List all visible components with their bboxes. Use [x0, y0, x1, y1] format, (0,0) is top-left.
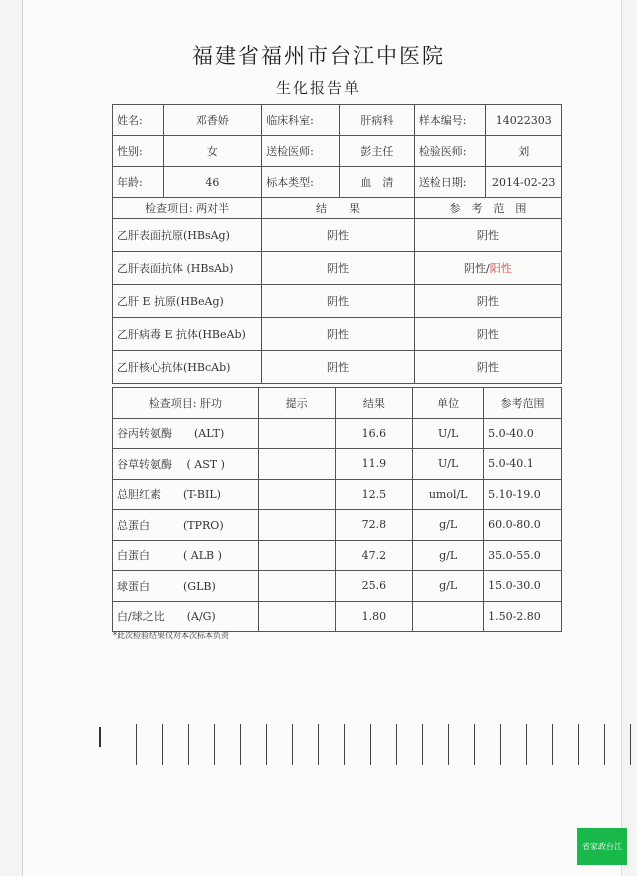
hbv-range: 阴性: [414, 318, 561, 351]
liver-header-range: 参考范围: [484, 388, 562, 419]
age-label: 年龄:: [113, 167, 164, 198]
liver-range: 5.0-40.1: [484, 449, 562, 480]
fill-box: [474, 724, 500, 765]
liver-unit: g/L: [413, 571, 484, 602]
dept-value: 肝病科: [339, 105, 414, 136]
footnote: *此次检验结果仅对本次标本负责: [113, 631, 229, 640]
fill-box: [318, 724, 344, 765]
hbv-range: 阴性: [414, 351, 561, 384]
hbv-range: 阴性: [414, 285, 561, 318]
liver-result: 16.6: [335, 418, 413, 449]
liver-header-unit: 单位: [413, 388, 484, 419]
watermark-badge: 省家政台江: [577, 828, 627, 865]
hbv-range: 阴性: [414, 219, 561, 252]
liver-hint: [258, 510, 335, 541]
liver-header-item: 检查项目: 肝功: [113, 388, 259, 419]
range-negative: 阴性/: [464, 262, 490, 275]
liver-result: 1.80: [335, 601, 413, 632]
fill-box: [422, 724, 448, 765]
fill-box: [396, 724, 422, 765]
sample-type-label: 标本类型:: [262, 167, 340, 198]
liver-row: [113, 510, 562, 541]
inspector-value: 刘: [486, 136, 562, 167]
fill-box: [344, 724, 370, 765]
hbv-item: 乙肝病毒 E 抗体(HBeAb): [113, 318, 262, 351]
liver-item: 球蛋白 (GLB): [113, 571, 259, 602]
patient-row-3: [113, 167, 562, 198]
hbv-header-result: 结 果: [262, 198, 415, 219]
liver-hint: [258, 418, 335, 449]
liver-row: [113, 479, 562, 510]
hospital-title: 福建省福州市台江中医院: [192, 44, 445, 68]
hbv-result: 阴性: [262, 285, 415, 318]
patient-hbv-table: [112, 104, 562, 384]
liver-range: 60.0-80.0: [484, 510, 562, 541]
liver-result: 72.8: [335, 510, 413, 541]
bottom-fill-boxes: [136, 724, 631, 765]
fill-box: [500, 724, 526, 765]
hbv-range: [414, 252, 561, 285]
liver-item: 谷草转氨酶 ( AST ): [113, 449, 259, 480]
liver-item: 总胆红素 (T-BIL): [113, 479, 259, 510]
hbv-result: 阴性: [262, 219, 415, 252]
liver-result: 25.6: [335, 571, 413, 602]
patient-row-1: [113, 105, 562, 136]
liver-range: 1.50-2.80: [484, 601, 562, 632]
liver-row: [113, 571, 562, 602]
report-title: 生化报告单: [275, 79, 361, 97]
liver-item: 白蛋白 ( ALB ): [113, 540, 259, 571]
dept-label: 临床科室:: [262, 105, 340, 136]
sample-no-value: 14022303: [486, 105, 562, 136]
doctor-value: 彭主任: [339, 136, 414, 167]
hbv-row: [113, 285, 562, 318]
hbv-row: [113, 318, 562, 351]
liver-range: 5.10-19.0: [484, 479, 562, 510]
liver-item: 谷丙转氨酶 (ALT): [113, 418, 259, 449]
liver-function-table: [112, 387, 562, 632]
sample-no-label: 样本编号:: [414, 105, 486, 136]
liver-row: [113, 449, 562, 480]
liver-item: 总蛋白 (TPRO): [113, 510, 259, 541]
fill-box: [448, 724, 474, 765]
liver-row: [113, 601, 562, 632]
hbv-result: 阴性: [262, 351, 415, 384]
patient-name: 邓香娇: [163, 105, 262, 136]
hbv-item: 乙肝表面抗原(HBsAg): [113, 219, 262, 252]
liver-row: [113, 540, 562, 571]
fill-box: [162, 724, 188, 765]
liver-result: 11.9: [335, 449, 413, 480]
hbv-result: 阴性: [262, 252, 415, 285]
fill-box: [292, 724, 318, 765]
liver-unit: U/L: [413, 418, 484, 449]
liver-row: [113, 418, 562, 449]
fill-box: [526, 724, 552, 765]
liver-hint: [258, 540, 335, 571]
hbv-result: 阴性: [262, 318, 415, 351]
liver-result: 12.5: [335, 479, 413, 510]
liver-hint: [258, 479, 335, 510]
name-label: 姓名:: [113, 105, 164, 136]
liver-unit: g/L: [413, 540, 484, 571]
liver-hint: [258, 449, 335, 480]
fill-box: [214, 724, 240, 765]
inspector-label: 检验医师:: [414, 136, 486, 167]
margin-mark: [99, 727, 101, 747]
fill-box: [188, 724, 214, 765]
liver-item: 白/球之比 (A/G): [113, 601, 259, 632]
fill-box: [604, 724, 631, 765]
liver-hint: [258, 571, 335, 602]
liver-unit: g/L: [413, 510, 484, 541]
liver-unit: umol/L: [413, 479, 484, 510]
patient-row-2: [113, 136, 562, 167]
liver-unit: U/L: [413, 449, 484, 480]
fill-box: [240, 724, 266, 765]
liver-unit: [413, 601, 484, 632]
fill-box: [578, 724, 604, 765]
hbv-header-row: [113, 198, 562, 219]
hbv-item: 乙肝核心抗体(HBcAb): [113, 351, 262, 384]
hbv-header-item: 检查项目: 两对半: [113, 198, 262, 219]
hbv-row: [113, 219, 562, 252]
doctor-label: 送检医师:: [262, 136, 340, 167]
fill-box: [370, 724, 396, 765]
liver-range: 5.0-40.0: [484, 418, 562, 449]
liver-range: 15.0-30.0: [484, 571, 562, 602]
sample-type-value: 血 清: [339, 167, 414, 198]
fill-box: [136, 724, 162, 765]
fill-box: [266, 724, 292, 765]
liver-header-hint: 提示: [258, 388, 335, 419]
age-value: 46: [163, 167, 262, 198]
liver-result: 47.2: [335, 540, 413, 571]
date-label: 送检日期:: [414, 167, 486, 198]
sex-label: 性别:: [113, 136, 164, 167]
hbv-item: 乙肝表面抗体 (HBsAb): [113, 252, 262, 285]
fill-box: [552, 724, 578, 765]
liver-hint: [258, 601, 335, 632]
sex-value: 女: [163, 136, 262, 167]
hbv-item: 乙肝 E 抗原(HBeAg): [113, 285, 262, 318]
date-value: 2014-02-23: [486, 167, 562, 198]
hbv-row: [113, 252, 562, 285]
liver-header-row: [113, 388, 562, 419]
hbv-header-range: 参 考 范 围: [414, 198, 561, 219]
hbv-row: [113, 351, 562, 384]
liver-header-result: 结果: [335, 388, 413, 419]
range-positive: 阳性: [489, 262, 512, 275]
liver-range: 35.0-55.0: [484, 540, 562, 571]
